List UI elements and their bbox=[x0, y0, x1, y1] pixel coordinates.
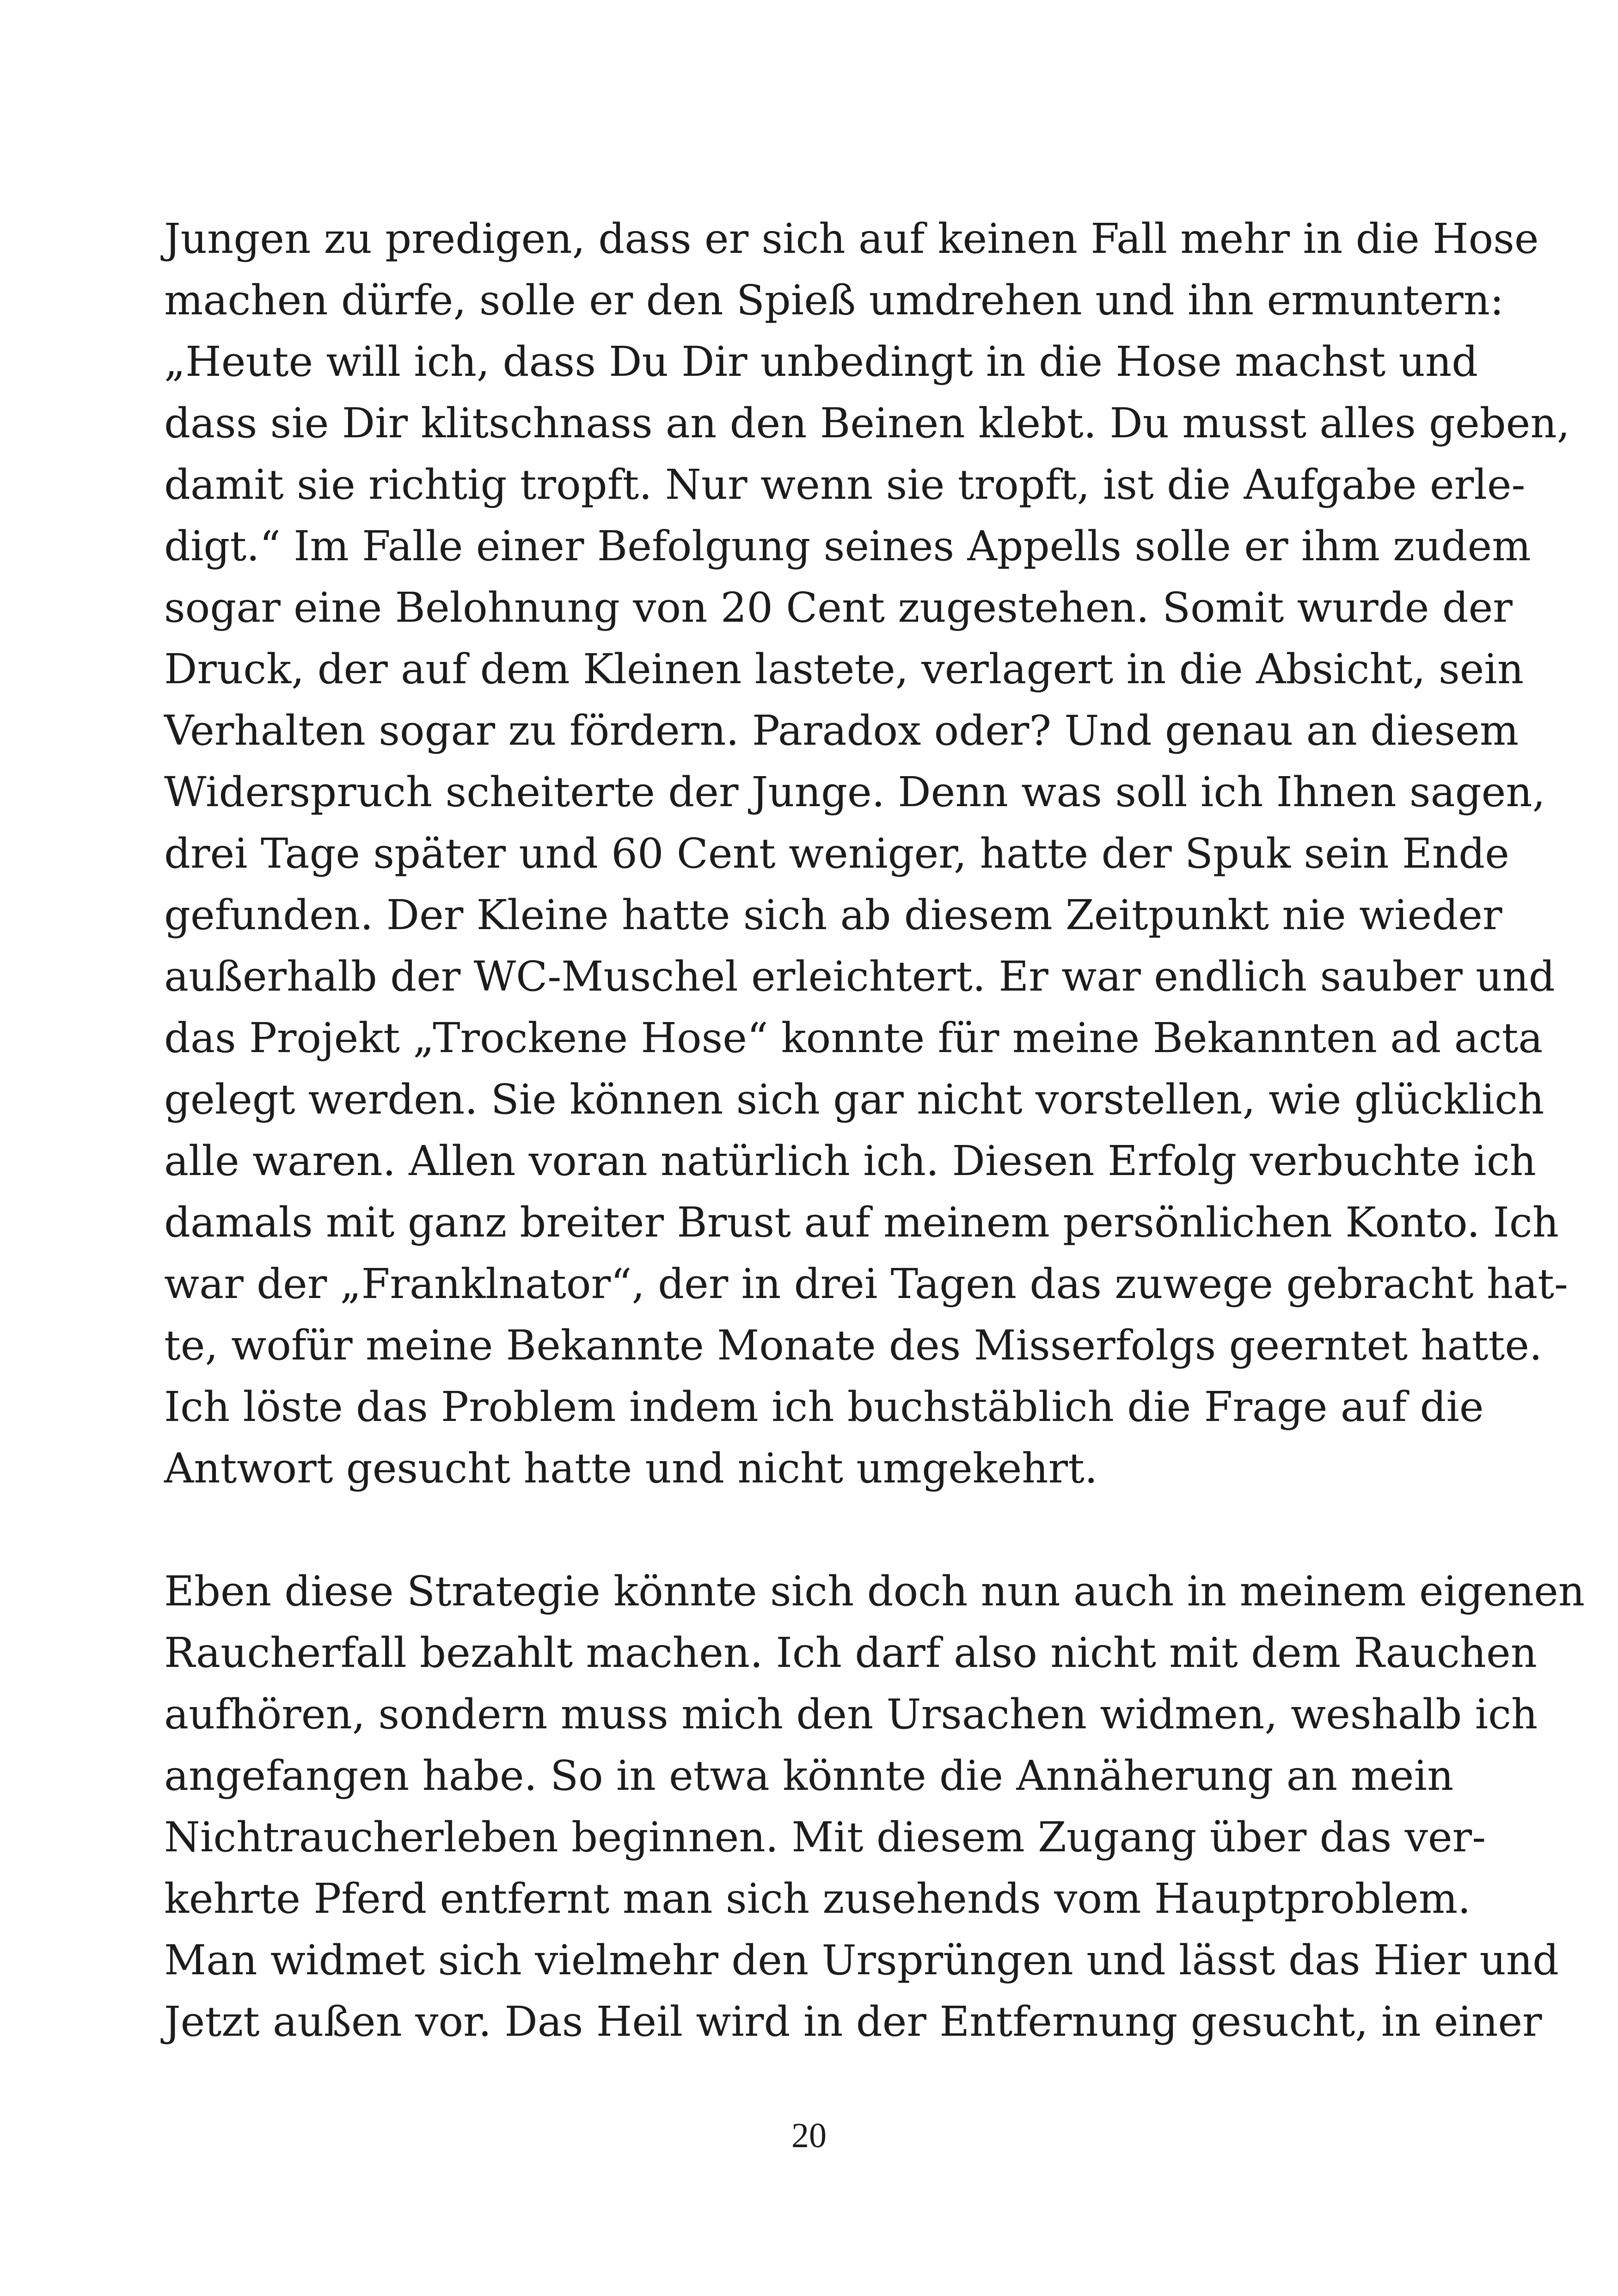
text-line: angefangen habe. So in etwa könnte die Annäherung an mein bbox=[164, 1751, 1454, 1800]
paragraph-spacer bbox=[164, 1499, 1438, 1561]
text-line: sogar eine Belohnung von 20 Cent zugestehen. Somit wurde der bbox=[164, 583, 1513, 631]
text-line: dass sie Dir klitschnass an den Beinen klebt. Du musst alles geben, bbox=[164, 399, 1570, 447]
text-line: Antwort gesucht hatte und nicht umgekehrt. bbox=[164, 1444, 1098, 1492]
text-line: Raucherfall bezahlt machen. Ich darf also nicht mit dem Rauchen bbox=[164, 1629, 1537, 1677]
text-line: „Heute will ich, dass Du Dir unbedingt in die Hose machst und bbox=[164, 337, 1478, 386]
paragraph bbox=[164, 1561, 1585, 2052]
text-line: machen dürfe, solle er den Spieß umdrehen und ihn ermuntern: bbox=[164, 276, 1504, 324]
text-line: damit sie richtig tropft. Nur wenn sie tropft, ist die Aufgabe erle- bbox=[164, 460, 1526, 508]
text-line: Widerspruch scheiterte der Junge. Denn was soll ich Ihnen sagen, bbox=[164, 768, 1545, 816]
text-line: digt.“ Im Falle einer Befolgung seines Appells solle er ihm zudem bbox=[164, 522, 1531, 570]
text-line: Man widmet sich vielmehr den Ursprüngen und lässt das Hier und bbox=[164, 1936, 1559, 1984]
text-line: Verhalten sogar zu fördern. Paradox oder? Und genau an diesem bbox=[164, 706, 1519, 754]
text-line: Eben diese Strategie könnte sich doch nun auch in meinem eigenen bbox=[164, 1567, 1585, 1615]
paragraph bbox=[164, 208, 1570, 1499]
text-line: gelegt werden. Sie können sich gar nicht vorstellen, wie glücklich bbox=[164, 1075, 1544, 1123]
text-line: Jungen zu predigen, dass er sich auf keinen Fall mehr in die Hose bbox=[164, 214, 1539, 263]
text-line: aufhören, sondern muss mich den Ursachen widmen, weshalb ich bbox=[164, 1690, 1538, 1738]
body-text bbox=[164, 208, 1585, 2052]
text-line: damals mit ganz breiter Brust auf meinem persönlichen Konto. Ich bbox=[164, 1198, 1559, 1246]
text-line: te, wofür meine Bekannte Monate des Misserfolgs geerntet hatte. bbox=[164, 1321, 1543, 1369]
text-line: außerhalb der WC-Muschel erleichtert. Er war endlich sauber und bbox=[164, 952, 1555, 1000]
text-line: Druck, der auf dem Kleinen lastete, verlagert in die Absicht, sein bbox=[164, 645, 1524, 693]
text-line: Jetzt außen vor. Das Heil wird in der Entfernung gesucht, in einer bbox=[164, 1997, 1542, 2045]
text-line: das Projekt „Trockene Hose“ konnte für meine Bekannten ad acta bbox=[164, 1014, 1543, 1062]
text-line: drei Tage später und 60 Cent weniger, hatte der Spuk sein Ende bbox=[164, 829, 1509, 877]
page-number: 20 bbox=[791, 2116, 827, 2155]
text-line: alle waren. Allen voran natürlich ich. Diesen Erfolg verbuchte ich bbox=[164, 1137, 1536, 1185]
text-line: war der „Franklnator“, der in drei Tagen das zuwege gebracht hat- bbox=[164, 1260, 1568, 1308]
text-line: Nichtraucherleben beginnen. Mit diesem Zugang über das ver- bbox=[164, 1813, 1486, 1861]
text-line: kehrte Pferd entfernt man sich zusehends vom Hauptproblem. bbox=[164, 1874, 1471, 1923]
text-line: gefunden. Der Kleine hatte sich ab diesem Zeitpunkt nie wieder bbox=[164, 891, 1502, 939]
text-line: Ich löste das Problem indem ich buchstäblich die Frage auf die bbox=[164, 1383, 1484, 1431]
